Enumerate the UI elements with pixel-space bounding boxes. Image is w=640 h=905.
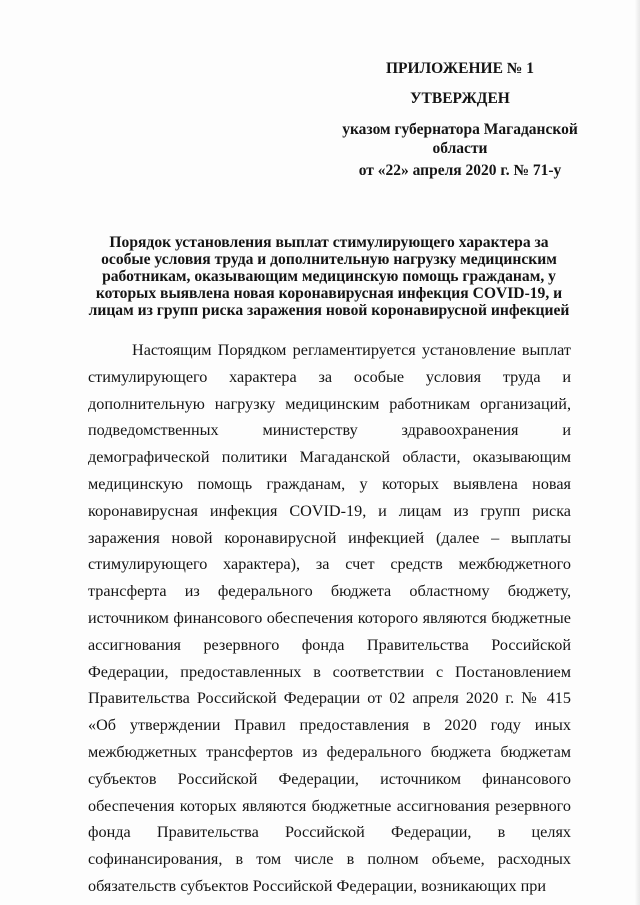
approved-label: УТВЕРЖДЕН — [410, 90, 510, 107]
document-body — [88, 337, 571, 900]
appendix-label: ПРИЛОЖЕНИЕ № 1 — [386, 60, 534, 77]
page-edge-shadow — [634, 0, 640, 905]
body-paragraph: Настоящим Порядком регламентируется установление выплат стимулирующего характера за особые условия труда и дополнительную нагрузку медицинским работникам организаций, подведомственных министерству здравоохранения и демографической политики Магаданской области, оказывающим медицинскую помощь гражданам, у которых выявлена новая коронавирусная инфекция COVID-19, и лицам из групп риска заражения новой коронавирусной инфекцией (далее – выплаты стимулирующего характера), за счет средств межбюджетного трансферта из федерального бюджета областному бюджету, источником финансового обеспечения которого являются бюджетные ассигнования резервного фонда Правительства Российской Федерации, предоставленных в соответствии с Постановлением Правительства Российской Федерации от 02 апреля 2020 г. № 415 «Об утверждении Правил предоставления в 2020 году иных межбюджетных трансфертов из федерального бюджета бюджетам субъектов Российской Федерации, источником финансового обеспечения которых являются бюджетные ассигнования резервного фонда Правительства Российской Федерации, в целях софинансирования, в том числе в полном объеме, расходных обязательств субъектов Российской Федерации, возникающих при — [88, 341, 571, 895]
decree-date-number: от «22» апреля 2020 г. № 71-у — [358, 162, 562, 179]
decree-reference: указом губернатора Магаданской области — [342, 121, 578, 157]
document-title: Порядок установления выплат стимулирующего характера за особые условия труда и дополнительную нагрузку медицинским работникам, оказывающим медицинскую помощь гражданам, у которых выявлена новая коронавирусная инфекция COVID-19, и лицам из групп риска заражения новой коронавирусной инфекцией — [88, 234, 570, 319]
